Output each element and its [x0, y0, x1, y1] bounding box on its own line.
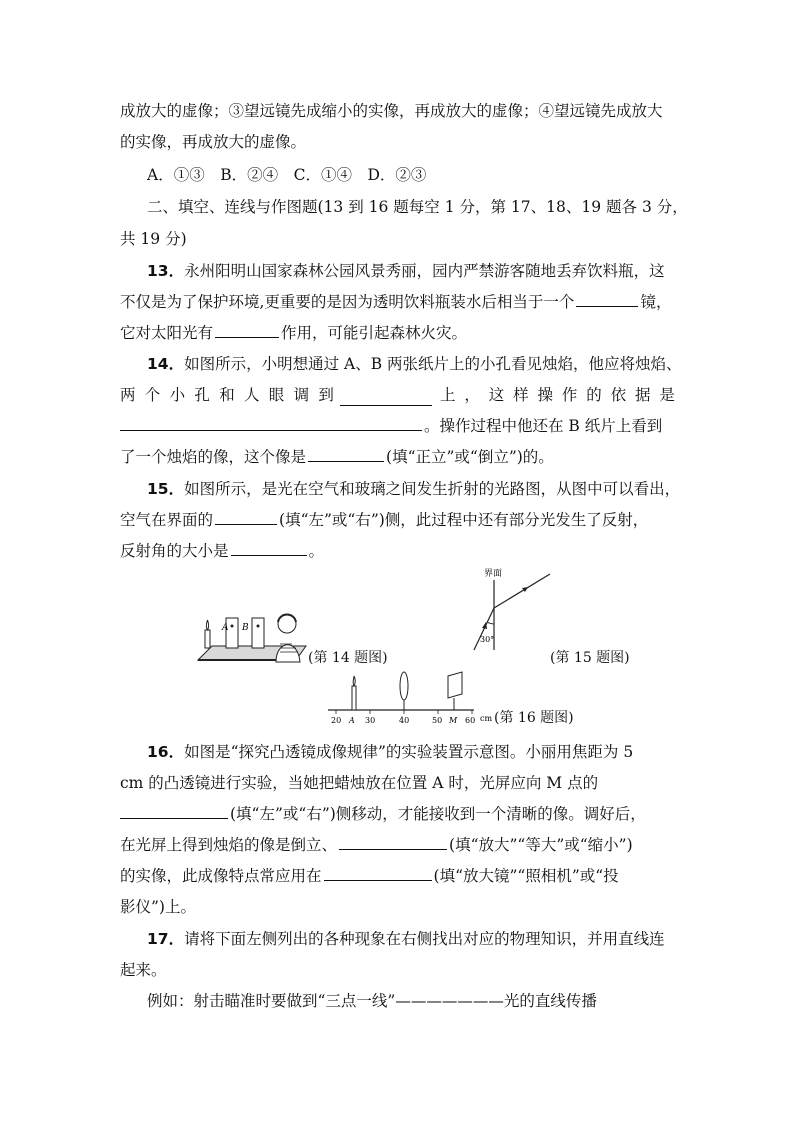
q14-char: ，: [464, 386, 480, 404]
fig15-refracted-ray: [494, 574, 550, 608]
q16-text5b: (填“放大镜”“照相机”或“投: [433, 867, 619, 885]
fig14-caption: (第 14 题图): [308, 650, 388, 666]
q14-char: 操: [537, 386, 554, 404]
q13-line2: [120, 291, 671, 313]
q15-line1: [147, 478, 680, 500]
q17-number: 17．: [147, 930, 185, 948]
q14-line4: [120, 446, 554, 468]
q17-line1: [147, 928, 665, 950]
q14-text4a: 了一个烛焰的像，这个像是: [120, 448, 307, 466]
q14-char: 是: [659, 386, 675, 404]
q15-number: 15．: [147, 480, 185, 498]
fig15-label-angle: 30°: [480, 635, 495, 644]
q14-char: 到: [318, 386, 334, 404]
q13-blank-1[interactable]: [576, 292, 638, 307]
q14-text3: 。操作过程中他还在 B 纸片上看到: [424, 417, 663, 435]
q16-text5a: 的实像，此成像特点常应用在: [120, 867, 322, 885]
q14-char: 作: [561, 386, 578, 404]
fig16-diagram: [326, 668, 498, 726]
fig16-tick-20: 20: [331, 716, 342, 725]
q13-number: 13．: [147, 262, 185, 280]
q15-blank-1[interactable]: [215, 510, 277, 525]
q14-line3: [120, 415, 662, 437]
q13-text2b: 镜，: [640, 293, 672, 311]
q16-text1: 如图是“探究凸透镜成像规律”的实验装置示意图。小丽用焦距为 5: [184, 743, 634, 761]
fig14-diagram: [196, 604, 308, 664]
q15-text2a: 空气在界面的: [120, 511, 214, 529]
fig14-person: [276, 615, 300, 663]
q14-char: 人: [243, 386, 260, 404]
q16-line1: [147, 741, 633, 763]
q16-blank-1[interactable]: [120, 804, 228, 819]
q16-line5: [120, 865, 619, 887]
fig16-tick-50: 50: [432, 716, 443, 725]
q14-char: 个: [144, 386, 161, 404]
q15-blank-2[interactable]: [231, 541, 307, 556]
q16-text4b: (填“放大”“等大”或“缩小”): [449, 836, 633, 854]
q14-number: 14．: [147, 355, 185, 373]
fig16-candle: [352, 686, 356, 710]
q15-text3b: 。: [308, 542, 325, 560]
q13-line1: [147, 260, 665, 282]
q12-options: A．①③ B．②④ C．①④ D．②③: [147, 166, 427, 184]
fig16-screen: [448, 672, 462, 698]
q13-text2a: 不仅是为了保护环境,更重要的是因为透明饮料瓶装水后相当于一个: [120, 293, 575, 311]
q13-text1: 永州阳明山国家森林公园风景秀丽，园内严禁游客随地丢弃饮料瓶，这: [184, 262, 665, 280]
q12-line2: 的实像，再成放大的虚像。: [120, 133, 307, 151]
q14-char: 眼: [268, 386, 285, 404]
q14-line2: [120, 384, 675, 406]
section2-heading: 二、填空、连线与作图题(13 到 16 题每空 1 分，第 17、18、19 题各 3 分，: [147, 198, 688, 216]
fig14-label-a: A: [222, 623, 229, 633]
q14-blank-2[interactable]: [120, 416, 422, 431]
q14-char: 上: [440, 386, 456, 404]
q14-char: 和: [219, 386, 235, 404]
q13-text3b: 作用，可能引起森林火灾。: [281, 324, 468, 342]
fig16-unit: cm: [480, 714, 493, 723]
q14-char: 依: [610, 386, 627, 404]
q17-example: 例如：射击瞄准时要做到“三点一线”———————光的直线传播: [147, 992, 597, 1010]
q15-line2: [120, 509, 648, 531]
q14-char: 孔: [194, 386, 210, 404]
q15-line3: [120, 540, 324, 562]
q16-blank-3[interactable]: [324, 866, 432, 881]
q15-text1: 如图所示，是光在空气和玻璃之间发生折射的光路图，从图中可以看出，: [184, 480, 681, 498]
q17-line2: 起来。: [120, 961, 167, 979]
q14-char: 这: [488, 386, 505, 404]
q14-char: 样: [513, 386, 529, 404]
fig16-flame: [353, 676, 355, 686]
q14-blank-3[interactable]: [308, 447, 384, 462]
q14-text1: 如图所示，小明想通过 A、B 两张纸片上的小孔看见烛焰，他应将烛焰、: [184, 355, 682, 373]
q16-blank-2[interactable]: [339, 835, 447, 850]
q16-text4a: 在光屏上得到烛焰的像是倒立、: [120, 836, 338, 854]
fig16-tick-m: M: [449, 716, 458, 725]
q16-line6: 影仪”)上。: [120, 898, 196, 916]
fig16-tick-a: A: [349, 716, 355, 725]
q13-line3: [120, 322, 467, 344]
q14-blank-1[interactable]: [340, 391, 432, 406]
fig15-label-interface: 界面: [484, 569, 503, 579]
q14-char: 两: [120, 386, 136, 404]
fig14-card-b: [252, 618, 264, 648]
q16-line3: [120, 803, 646, 825]
section2-heading-cont: 共 19 分): [120, 230, 187, 248]
q13-text3a: 它对太阳光有: [120, 324, 214, 342]
q14-line1: [147, 353, 682, 375]
q13-blank-2[interactable]: [215, 323, 279, 338]
q14-char: 调: [293, 386, 310, 404]
fig16-caption: (第 16 题图): [494, 710, 574, 726]
q12-line1: 成放大的虚像；③望远镜先成缩小的实像，再成放大的虚像；④望远镜先成放大: [120, 102, 663, 120]
q15-text3a: 反射角的大小是: [120, 542, 229, 560]
fig15-caption: (第 15 题图): [550, 650, 630, 666]
q14-char: 据: [635, 386, 651, 404]
q17-text1: 请将下面左侧列出的各种现象在右侧找出对应的物理知识，并用直线连: [184, 930, 665, 948]
q15-text2b: (填“左”或“右”)侧，此过程中还有部分光发生了反射，: [279, 511, 649, 529]
q16-number: 16．: [147, 743, 185, 761]
fig16-tick-40: 40: [399, 716, 410, 725]
q14-char: 小: [169, 386, 186, 404]
fig16-tick-30: 30: [365, 716, 376, 725]
q14-text4b: (填“正立”或“倒立”)的。: [386, 448, 554, 466]
fig15-diagram: [470, 566, 554, 652]
q16-text3b: (填“左”或“右”)侧移动，才能接收到一个清晰的像。调好后，: [230, 805, 646, 823]
q14-line2-part1: [120, 384, 334, 406]
q14-char: 的: [586, 386, 602, 404]
fig16-lens: [400, 672, 408, 700]
q14-line2-part2: [440, 384, 675, 406]
fig16-tick-60: 60: [465, 716, 476, 725]
fig14-label-b: B: [242, 623, 249, 633]
q16-line4: [120, 834, 633, 856]
fig14-candle: [205, 630, 210, 648]
fig14-flame: [206, 620, 208, 630]
q16-line2: cm 的凸透镜进行实验，当她把蜡烛放在位置 A 时，光屏应向 M 点的: [120, 774, 599, 792]
